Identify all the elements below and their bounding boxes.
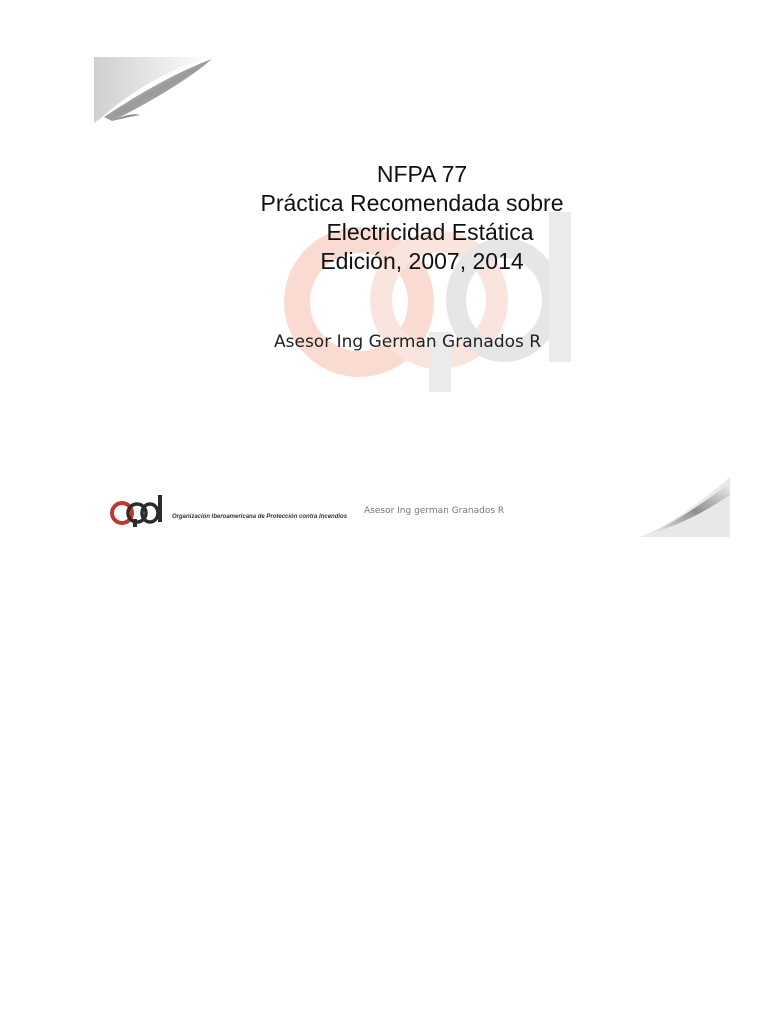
footer-author: Asesor Ing german Granados R bbox=[364, 506, 505, 516]
title-line-1: NFPA 77 bbox=[376, 161, 468, 187]
footer-organization: Organización Iberoamericana de Protección contra Incendios bbox=[172, 514, 348, 520]
slide bbox=[94, 57, 730, 537]
page-curl-top-left-icon bbox=[94, 57, 234, 137]
title-line-3: Electricidad Estática bbox=[326, 219, 534, 245]
page-curl-bottom-right-icon bbox=[640, 477, 730, 537]
slide-footer bbox=[108, 487, 708, 531]
title-line-4: Edición, 2007, 2014 bbox=[320, 248, 524, 274]
opci-logo-icon bbox=[108, 493, 170, 527]
slide-title bbox=[94, 160, 730, 276]
author-line: Asesor Ing German Granados R bbox=[274, 332, 542, 352]
title-line-2: Práctica Recomendada sobre bbox=[260, 190, 564, 216]
